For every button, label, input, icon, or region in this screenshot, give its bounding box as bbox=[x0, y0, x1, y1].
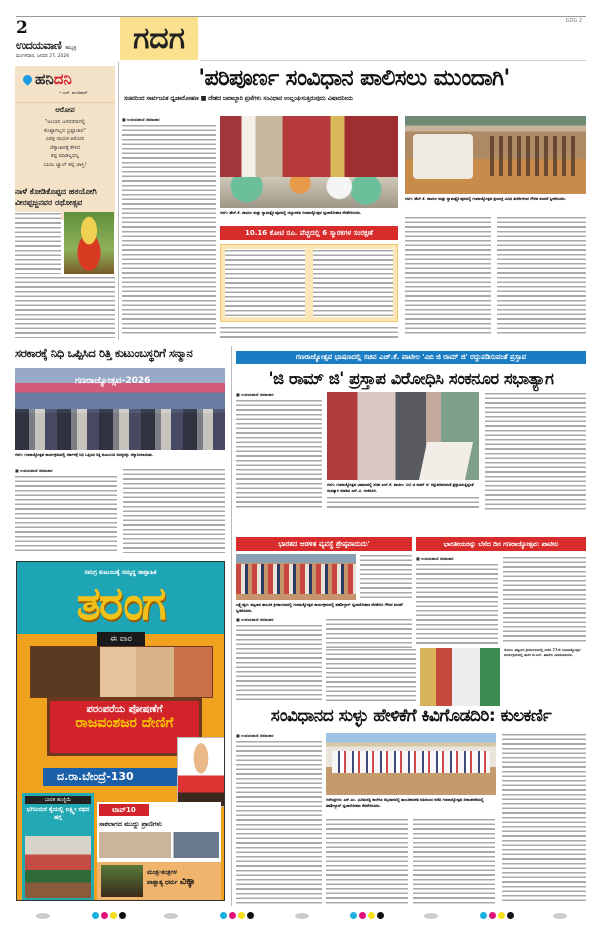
reg-dot-black bbox=[247, 912, 254, 919]
reg-dot-magenta bbox=[489, 912, 496, 919]
reg-dot-yellow bbox=[110, 912, 117, 919]
felicitation-body-col1 bbox=[15, 475, 117, 553]
sage-photo bbox=[64, 212, 114, 274]
factbox-title: 10.16 ಕೋಟಿ ರೂ. ವೆಚ್ಚದಲ್ಲಿ 6 ಸ್ಮಾರಕಗಳ ಸಂರಕ್ಷಣೆ bbox=[220, 226, 398, 240]
brand-edition: ಹುಬ್ಬಳ್ಳಿ bbox=[65, 45, 76, 51]
flag-photo-caption: ಗದಗ: ಹೆಚ್.ಕೆ. ಪಾಟೀಲ ಮತ್ತು ಸ್ವಾತಂತ್ರ್ಯೋತ್ಸವದಲ್ಲಿ ಜಿಲ್ಲಾಡಳಿತ ಗಣರಾಜ್ಯೋತ್ಸವ ಧ್ವಜಾರೋಹಣ ನೆರವೇರಿಸಿದರು. bbox=[220, 210, 362, 215]
kulkarni-body-col4 bbox=[502, 733, 586, 904]
ad-wicca-photo bbox=[101, 865, 143, 897]
main-body-col3 bbox=[405, 216, 491, 336]
felicitation-headline: ಸರಕಾರಕ್ಕೆ ನಿಧಿ ಒಪ್ಪಿಸಿದ ರಿತ್ತಿ ಕುಟುಂಬಸ್ಥರಿಗೆ ಸನ್ಮಾನ bbox=[15, 346, 193, 360]
section-title: ಗದಗ bbox=[120, 17, 198, 60]
ramji-kicker: ಗಣರಾಜ್ಯೋತ್ಸವ ಭಾಷಣದಲ್ಲಿ ಸಚಿವ ಎಚ್.ಕೆ. ಪಾಟೀಲ 'ವಿಬಿ ಜಿ ರಾಮ್ ಜಿ' ರದ್ದುಪಡಿಸುವಂತೆ ಪ್ರಸ್ತಾಪ bbox=[236, 351, 586, 364]
issue-date: ಮಂಗಳವಾರ, ಜನವರಿ 27, 2026 bbox=[16, 54, 70, 59]
patil-day-caption: ರೋಣ: ಪಟ್ಟಣದ ಕ್ರೀಡಾಂಗಣದಲ್ಲಿ ನಡೆದ 77ನೇ ಗಣರಾಜ್ಯೋತ್ಸವ ಕಾರ್ಯಕ್ರಮದಲ್ಲಿ ಶಾಸಕ ಜಿ.ಎಸ್. ಪಾಟೀಲ ಮಾತನಾಡಿದರು. bbox=[504, 648, 581, 658]
ad-animals-photo bbox=[99, 832, 219, 858]
hanidani-byline: • ಎಚ್. ಡುಂಡಿರಾಜ್ bbox=[59, 90, 88, 95]
page-number: 2 bbox=[16, 18, 28, 38]
reg-dot-cyan bbox=[350, 912, 357, 919]
ramji-body-col1 bbox=[236, 399, 322, 509]
rathotsava-body-cont bbox=[15, 276, 115, 338]
ad-left-photo bbox=[25, 836, 91, 898]
constitution-best-byline: ■ ಉದಯವಾಣಿ ಸಮಾಚಾರ bbox=[236, 617, 274, 622]
felicitation-body-col2 bbox=[123, 468, 225, 553]
march-photo-side bbox=[360, 554, 412, 600]
reg-oval bbox=[553, 913, 567, 919]
main-body-cont bbox=[220, 326, 398, 338]
reg-dot-magenta bbox=[101, 912, 108, 919]
minister-speech-photo bbox=[327, 392, 479, 480]
brand-name: ಉದಯವಾಣಿ bbox=[16, 39, 62, 52]
kulkarni-headline: ಸಂವಿಧಾನದ ಸುಳ್ಳು ಹೇಳಿಕೆಗೆ ಕಿವಿಗೊಡದಿರಿ: ಕುಲಕರ್ಣಿ bbox=[270, 706, 552, 726]
main-headline: 'ಪರಿಪೂರ್ಣ ಸಂವಿಧಾನ ಪಾಲಿಸಲು ಮುಂದಾಗಿ' bbox=[198, 66, 510, 91]
reg-dot-black bbox=[377, 912, 384, 919]
hanidani-title: ಹನಿದನಿ bbox=[23, 70, 72, 88]
gathering-photo bbox=[326, 733, 496, 795]
felicitation-byline: ■ ಉದಯವಾಣಿ ಸಮಾಚಾರ bbox=[15, 468, 53, 473]
ad-bendre-feature: ದ.ರಾ.ಬೇಂದ್ರೆ-130 bbox=[43, 768, 225, 786]
ad-cover-story: ಪರಂಪರೆಯ ಪೋಷಣೆಗೆ ರಾಜವಂಶಜರ ದೇಣಿಗೆ bbox=[47, 698, 202, 756]
factbox bbox=[220, 244, 398, 322]
flag-salute-photo bbox=[220, 116, 398, 208]
top10-title: ಸಾಕಲಾಗದ ಮುದ್ದು ಪ್ರಾಣಿಗಳು bbox=[99, 820, 162, 828]
reg-oval bbox=[424, 913, 438, 919]
ad-top10-feature bbox=[97, 802, 221, 900]
patil-day-body-col2 bbox=[503, 556, 586, 644]
parade-photo bbox=[405, 116, 586, 194]
reg-dot-yellow bbox=[368, 912, 375, 919]
reg-oval bbox=[295, 913, 309, 919]
kulkarni-body-col3 bbox=[413, 818, 495, 904]
top10-badge: ಟಾಪ್10 bbox=[99, 804, 149, 816]
constitution-best-caption: ಲಕ್ಷ್ಮೇಶ್ವರ: ಪಟ್ಟಣದ ತಾಲೂಕ ಕ್ರೀಡಾಂಗಣದಲ್ಲಿ ಗಣರಾಜ್ಯೋತ್ಸವ ಕಾರ್ಯಕ್ರಮದಲ್ಲಿ ತಹಶೀಲ್ದಾರ್ ಧ್ವಜಾರೋಹಣ ನೆರವೇರಿಸಿ ಗೌರವ ವಂದನೆ ಸ್ವೀಕರಿಸಿದರು. bbox=[236, 602, 403, 613]
reg-oval bbox=[36, 913, 50, 919]
ramji-caption: ಗದಗ: ಗಣರಾಜ್ಯೋತ್ಸವ ಭಾಷಣದಲ್ಲಿ ಸಚಿವ ಎಚ್.ಕೆ. ಪಾಟೀಲ 'ವಿಬಿ ಜಿ ರಾಮ್ ಜಿ' ರದ್ದುಪಡಿಸುವಂತೆ ಪ್ರಸ್ತಾಪಿಸುತ್ತಿದ್ದಂತೆ ಸಭಾತ್ಯಾಗ ಮಾಡಿದ ಎಸ್.ವಿ. ಸಂಕನೂರ. bbox=[327, 482, 474, 493]
reg-dot-cyan bbox=[92, 912, 99, 919]
event-banner-text: ಗಣರಾಜ್ಯೋತ್ಸವ-2026 bbox=[75, 376, 151, 386]
taranga-advertisement[interactable] bbox=[16, 561, 225, 901]
ramji-body-col2 bbox=[327, 496, 479, 510]
ad-week-label: ಈ ವಾರ bbox=[97, 632, 145, 646]
taranga-logo: ತರಂಗ bbox=[76, 576, 165, 630]
drop-icon bbox=[21, 73, 34, 86]
reg-dot-cyan bbox=[480, 912, 487, 919]
section-rule bbox=[200, 60, 586, 61]
rathotsava-headline: ನಾಳೆ ಕೋಡಿಕೊಪ್ಪದ ಹಠಯೋಗಿ ವೀರಪ್ಪಜ್ಜನವರ ರಥೋತ್ಸವ bbox=[15, 187, 97, 207]
leader-speech-photo bbox=[420, 648, 500, 706]
main-body-col4 bbox=[497, 216, 586, 336]
reg-oval bbox=[164, 913, 178, 919]
patil-day-body-col1 bbox=[416, 563, 498, 645]
constitution-best-body-col1 bbox=[236, 624, 322, 702]
ad-left-feature: ಭಾರತ ಹುಣ್ಣಿಮೆ ಭಗಿನಿಯರ ಕೈಯಲ್ಲಿ ಲಕ್ಷ್ಮೀ ರಥದ ಹಗ್ಗ bbox=[22, 793, 94, 901]
patil-day-headline: ಭಾರತೀಯರನ್ನು ಬೆಸೆದ ದಿನ ಗಣರಾಜ್ಯೋತ್ಸವ: ಪಾಟೀಲ bbox=[416, 537, 586, 551]
reg-dot-cyan bbox=[220, 912, 227, 919]
main-subheadline: ಸಚಿವರಿಂದ ಸಾರ್ವಜನಿಕ ಧ್ವಜಾರೋಹಣ ■ ದೇಶದ ಜವಾಬ್ದಾರಿ ಪ್ರಜೆಗಳು ಸಂವಿಧಾನ ಉಲ್ಲಂಘಿಸುತ್ತಿರುವುದು ವಿಷಾದನೀಯ bbox=[124, 95, 353, 102]
felicitation-caption: ಗದಗ: ಗಣರಾಜ್ಯೋತ್ಸವ ಕಾರ್ಯಕ್ರಮದಲ್ಲಿ ಸರ್ಕಾರಕ್ಕೆ ನಿಧಿ ಒಪ್ಪಿಸಿದ ರಿತ್ತಿ ಕುಟುಂಬದ ಸದಸ್ಯರನ್ನು ಸನ್ಮಾನಿಸಲಾಯಿತು. bbox=[15, 452, 154, 457]
newspaper-brand bbox=[16, 39, 76, 53]
constitution-best-headline: ಭಾರತದ ಆಡಳಿತ ವ್ಯವಸ್ಥೆ ಶ್ರೇಷ್ಠವಾದುದು' bbox=[236, 537, 412, 551]
ramji-headline: 'ಜಿ ರಾಮ್ ಜಿ' ಪ್ರಸ್ತಾಪ ವಿರೋಧಿಸಿ ಸಂಕನೂರ ಸಭಾತ್ಯಾಗ bbox=[268, 369, 554, 388]
ad-wicca-feature: ಮಂತ್ರ-ತಂತ್ರಗಳ ಪಾಶ್ಚಾತ್ಯ ಧರ್ಮ ವಿಕ್ಕಾ bbox=[97, 862, 221, 900]
reg-dot-yellow bbox=[238, 912, 245, 919]
column-divider-2 bbox=[231, 346, 232, 906]
ramji-body-col3 bbox=[485, 392, 586, 510]
kulkarni-body-col1 bbox=[236, 740, 322, 904]
reg-dot-yellow bbox=[498, 912, 505, 919]
print-registration-marks bbox=[0, 912, 600, 922]
patil-day-body-cont bbox=[326, 648, 416, 702]
kulkarni-caption: ಗಜೇಂದ್ರಗಡ: ಎಸ್.ಎಂ. ಭೂಮರಡ್ಡಿ ಕಾಲೇಜು ಮೈದಾನದಲ್ಲಿ ತಾಲೂಕಾಡಳಿತ ವತಿಯಿಂದ ನಡೆದ ಗಣರಾಜ್ಯೋತ್ಸವ ದಿನಾಚರಣೆಯಲ್ಲಿ ತಹಶೀಲ್ದಾರ್ ಧ್ವಜಾರೋಹಣ ನೆರವೇರಿಸಿದರು. bbox=[326, 797, 484, 808]
patil-day-byline: ■ ಉದಯವಾಣಿ ಸಮಾಚಾರ bbox=[416, 556, 454, 561]
reg-dot-magenta bbox=[359, 912, 366, 919]
page-code: GDG 2 bbox=[565, 18, 582, 24]
factbox-col2 bbox=[313, 249, 393, 317]
main-body-col1 bbox=[122, 124, 216, 334]
main-byline: ■ ಉದಯವಾಣಿ ಸಮಾಚಾರ bbox=[122, 117, 160, 122]
factbox-col1 bbox=[225, 249, 305, 317]
felicitation-photo bbox=[15, 368, 225, 450]
parade-photo-caption: ಗದಗ: ಹೆಚ್.ಕೆ. ಪಾಟೀಲ ಮತ್ತು ಸ್ವಾತಂತ್ರ್ಯೋತ್ಸವದಲ್ಲಿ ಗಣರಾಜ್ಯೋತ್ಸವ ಪ್ರಯುಕ್ತ ವಿವಿಧ ತುಕಡಿಗಳಿಂದ ಗೌರವ ವಂದನೆ ಸ್ವೀಕರಿಸಿದರು. bbox=[405, 196, 567, 201]
reg-dot-black bbox=[507, 912, 514, 919]
hanidani-poem: "ಅಂಬಾನಿ ಜನಪರನಾಗಲ್ಲಿ ಕೊಟ್ಟಾಗಿಲ್ಲದ ಭ್ರಷ್ಟಾಚಾರ" ವಿಪಕ್ಷ ನಾಯಕ ಆರೋಪ ಲೆಕ್ಕಾಚಾರಕ್ಕೆ ಕೇಳಿದ ತಪ್ಪ ಮಾಡಿಲ್ಲವಲ್ಲ ಬಾಯಿ ಜ್ವಾಲ್ ತಪ್ಪ ಜಾಸ್ತಿ! bbox=[43, 119, 87, 168]
march-photo bbox=[236, 554, 356, 600]
ad-caricature bbox=[177, 737, 225, 807]
ad-cover-photos bbox=[30, 646, 213, 698]
ad-tagline: ಸಮಗ್ರ ಕುಟುಂಬಕ್ಕೆ ಸಮೃದ್ಧ ಸಾಪ್ತಾಹಿಕ bbox=[84, 569, 157, 576]
ramji-byline: ■ ಉದಯವಾಣಿ ಸಮಾಚಾರ bbox=[236, 392, 274, 397]
kulkarni-byline: ■ ಉದಯವಾಣಿ ಸಮಾಚಾರ bbox=[236, 733, 274, 738]
reg-dot-black bbox=[119, 912, 126, 919]
column-divider bbox=[118, 62, 119, 340]
reg-dot-magenta bbox=[229, 912, 236, 919]
kulkarni-body-col2 bbox=[326, 818, 408, 904]
rathotsava-body bbox=[15, 212, 61, 274]
top-rule bbox=[16, 16, 586, 17]
hanidani-subtitle: ಆರೋಪ bbox=[15, 102, 115, 115]
